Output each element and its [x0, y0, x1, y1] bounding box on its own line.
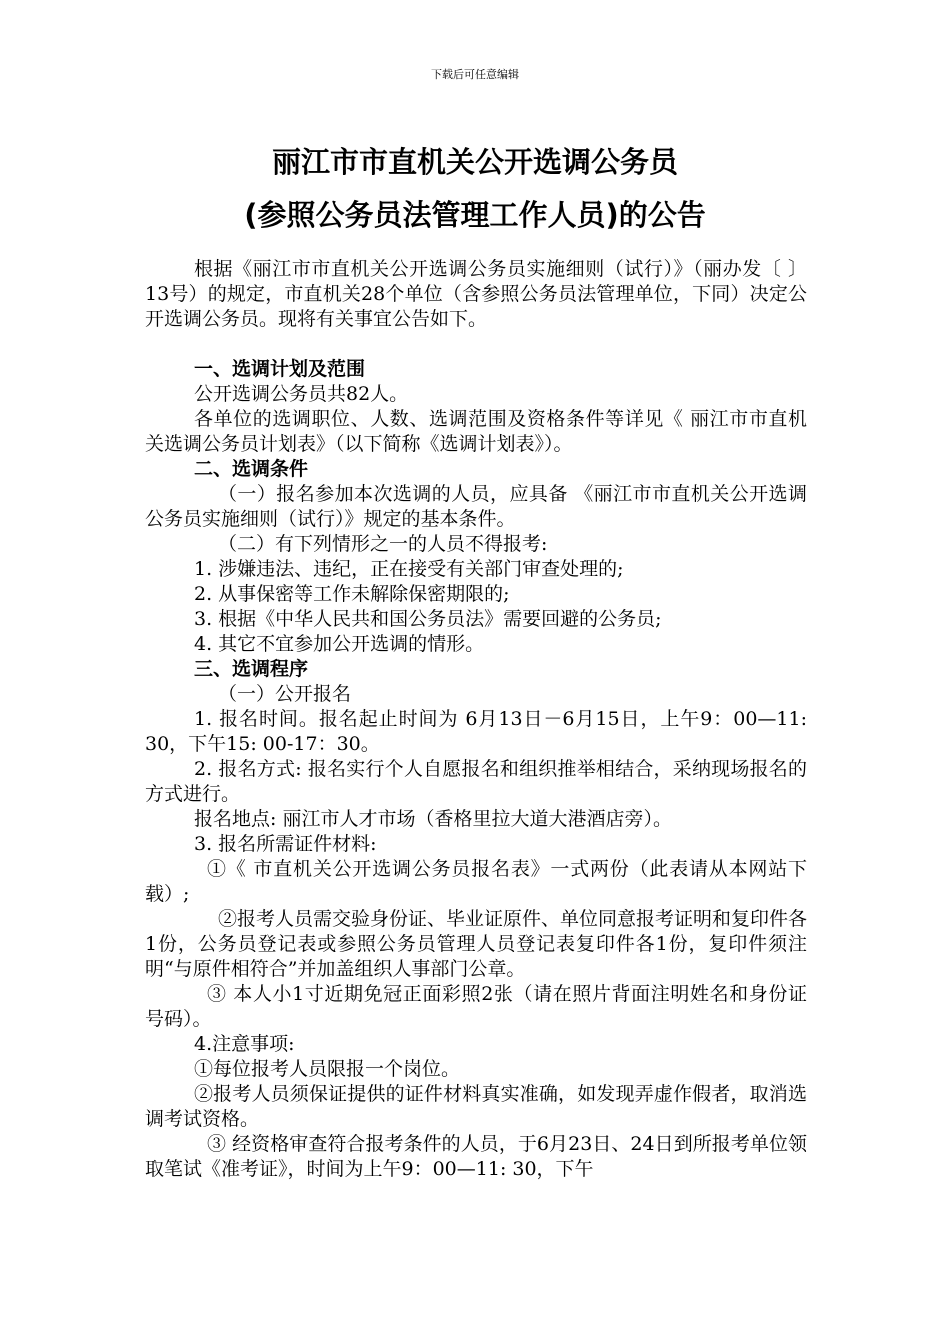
list-item: 2. 从事保密等工作未解除保密期限的;	[194, 583, 510, 605]
paragraph: 2. 报名方式: 报名实行个人自愿报名和组织推举相结合，采纳现场报名的方式进行。	[145, 758, 807, 805]
section-heading-2: 二、选调条件	[194, 458, 309, 480]
title-line-2: (参照公务员法管理工作人员)的公告	[244, 198, 706, 232]
list-item: ②报考人员需交验身份证、毕业证原件、单位同意报考证明和复印件各1份，公务员登记表或参照公务员管理人员登记表复印件各1份，复印件须注明“与原件相符合”并加盖组织人事部门公章。	[145, 908, 808, 980]
list-item: ③ 经资格审查符合报考条件的人员，于6月23日、24日到所报考单位领取笔试《准考证》，时间为上午9：00—11: 30，下午	[145, 1133, 807, 1180]
list-item: 1. 涉嫌违法、违纪，正在接受有关部门审查处理的;	[194, 558, 624, 580]
list-item: ①《 市直机关公开选调公务员报名表》一式两份（此表请从本网站下载）;	[145, 858, 807, 905]
paragraph: （二）有下列情形之一的人员不得报考:	[218, 533, 548, 555]
list-item: 4. 其它不宜参加公开选调的情形。	[194, 633, 485, 655]
intro-paragraph: 根据《丽江市市直机关公开选调公务员实施细则（试行）》（丽办发〔 〕13号）的规定，市直机关28个单位（含参照公务员法管理单位，下同）决定公开选调公务员。现将有关事宜公告如下。	[145, 258, 807, 330]
spacer	[145, 332, 807, 357]
sub-heading: （一）公开报名	[218, 683, 352, 705]
section-heading-1: 一、选调计划及范围	[194, 358, 366, 380]
paragraph: 报名地点: 丽江市人才市场（香格里拉大道大港酒店旁）。	[194, 808, 672, 830]
list-item: ②报考人员须保证提供的证件材料真实准确，如发现弄虚作假者，取消选调考试资格。	[145, 1083, 807, 1130]
paragraph: 各单位的选调职位、人数、选调范围及资格条件等详见《 丽江市市直机关选调公务员计划表》（以下简称《选调计划表》）。	[145, 408, 807, 455]
document-body	[145, 257, 807, 1182]
section-heading-3: 三、选调程序	[194, 658, 309, 680]
paragraph: （一）报名参加本次选调的人员，应具备 《丽江市市直机关公开选调公务员实施细则（试行）》规定的基本条件。	[145, 483, 807, 530]
paragraph: 1. 报名时间。报名起止时间为 6月13日－6月15日，上午9：00—11: 30，下午15: 00-17：30。	[145, 708, 807, 755]
sub-heading: 4.注意事项:	[194, 1033, 295, 1055]
list-item: ③ 本人小1寸近期免冠正面彩照2张（请在照片背面注明姓名和身份证号码）。	[145, 983, 807, 1030]
title-line-1: 丽江市市直机关公开选调公务员	[271, 145, 678, 179]
list-item: 3. 根据《中华人民共和国公务员法》需要回避的公务员;	[194, 608, 662, 630]
list-item: ①每位报考人员限报一个岗位。	[194, 1058, 461, 1080]
paragraph: 3. 报名所需证件材料:	[194, 833, 377, 855]
paragraph: 公开选调公务员共82人。	[194, 383, 409, 405]
page-header: 下载后可任意编辑	[431, 68, 519, 81]
